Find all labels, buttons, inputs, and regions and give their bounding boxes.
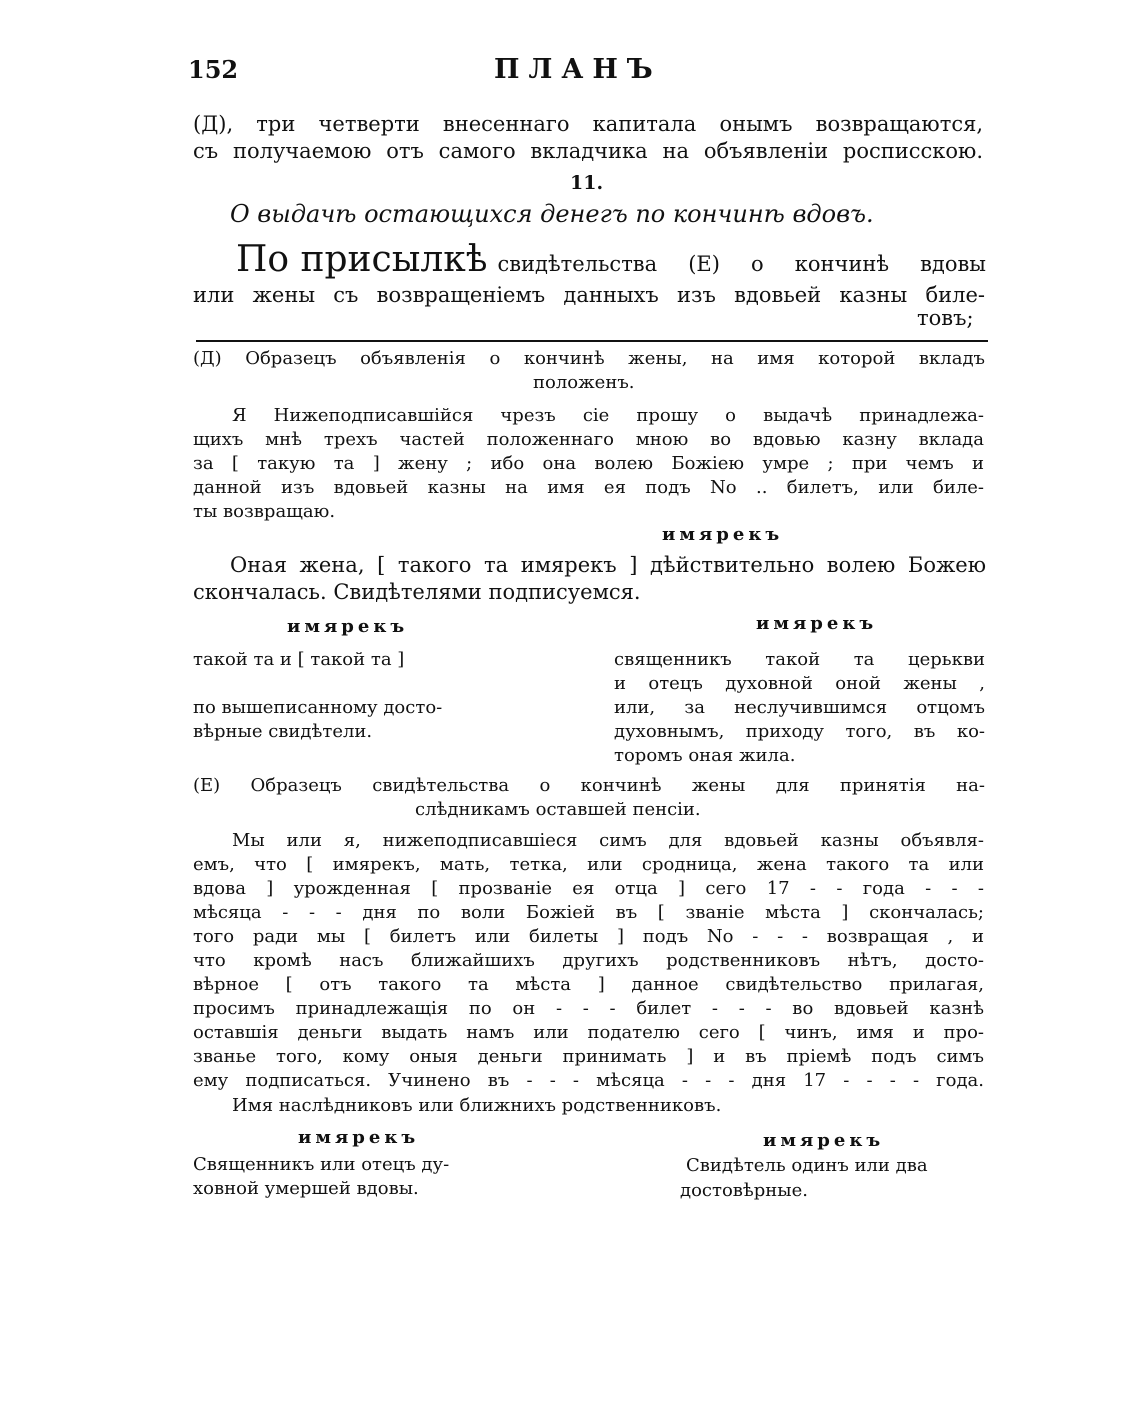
paragraph-lead-word: По присылкѣ bbox=[236, 239, 488, 280]
note-d-body-3: за [ такую та ] жену ; ибо она волею Божіею умре ; при чемъ и bbox=[193, 453, 984, 474]
running-head: ПЛАНЪ bbox=[494, 54, 662, 85]
note-e-title-2: слѣдникамъ оставшей пенсіи. bbox=[415, 799, 701, 820]
paragraph-line-1-rest: свидѣтельства (Е) о кончинѣ вдовы bbox=[497, 252, 986, 276]
final-left-line-2: ховной умершей вдовы. bbox=[193, 1178, 419, 1199]
col-right-line-5: торомъ оная жила. bbox=[614, 745, 796, 766]
footnote-divider bbox=[196, 340, 988, 342]
note-d-title-2: положенъ. bbox=[533, 372, 635, 393]
heirs-line: Имя наслѣдниковъ или ближнихъ родственниковъ. bbox=[232, 1095, 722, 1116]
note-e-body-8: просимъ принадлежащія по он - - - билет - - - во вдовьей казнѣ bbox=[193, 998, 984, 1019]
note-d-body-4: данной изъ вдовьей казны на имя ея подъ No .. билетъ, или биле- bbox=[193, 477, 984, 498]
note-e-body-2: емъ, что [ имярекъ, мать, тетка, или сродница, жена такого та или bbox=[193, 854, 984, 875]
col-right-line-1: священникъ такой та церькви bbox=[614, 649, 985, 670]
note-e-body-4: мѣсяца - - - дня по воли Божіей въ [ званіе мѣста ] скончалась; bbox=[193, 902, 984, 923]
top-line-2: съ получаемою отъ самого вкладчика на объявленіи росписскою. bbox=[193, 139, 983, 163]
signature-d: имярекъ bbox=[662, 524, 784, 545]
top-line-1: (Д), три четверти внесеннаго капитала онымъ возвращаются, bbox=[193, 112, 983, 136]
note-e-body-1: Мы или я, нижеподписавшіеся симъ для вдовьей казны объявля- bbox=[232, 830, 984, 851]
col-right-line-4: духовнымъ, приходу того, въ ко- bbox=[614, 721, 985, 742]
note-d-body-2: щихъ мнѣ трехъ частей положеннаго мною во вдовью казну вклада bbox=[193, 429, 984, 450]
note-e-title-1: (Е) Образецъ свидѣтельства о кончинѣ жены для принятія на- bbox=[193, 775, 985, 796]
col-left-line-4: вѣрные свидѣтели. bbox=[193, 721, 373, 742]
section-title: О выдачѣ остающихся денегъ по кончинѣ вдовъ. bbox=[230, 200, 874, 228]
col-left-line-3: по вышеписанному досто- bbox=[193, 697, 443, 718]
note-e-body-10: званье того, кому оныя деньги принимать ] и въ пріемѣ подъ симъ bbox=[193, 1046, 984, 1067]
final-left-signature: имярекъ bbox=[298, 1127, 420, 1148]
paragraph-line-3: товъ; bbox=[917, 306, 974, 330]
final-right-line-2: достовѣрные. bbox=[680, 1180, 809, 1201]
witness-line-1: Оная жена, [ такого та имярекъ ] дѣйствительно волею Божею bbox=[230, 553, 986, 577]
note-d-title-1: (Д) Образецъ объявленія о кончинѣ жены, на имя которой вкладъ bbox=[193, 348, 985, 369]
col-left-line-1: такой та и [ такой та ] bbox=[193, 649, 405, 670]
final-right-signature: имярекъ bbox=[763, 1130, 885, 1151]
paragraph-line-2: или жены съ возвращеніемъ данныхъ изъ вдовьей казны биле- bbox=[193, 283, 985, 307]
col-left-signature: имярекъ bbox=[287, 616, 409, 637]
paragraph-line-1 bbox=[236, 239, 986, 280]
final-right-line-1: Свидѣтель одинъ или два bbox=[686, 1155, 928, 1176]
section-number: 11. bbox=[570, 172, 604, 194]
note-e-body-9: оставшія деньги выдать намъ или подателю сего [ чинъ, имя и про- bbox=[193, 1022, 984, 1043]
note-e-body-6: что кромѣ насъ ближайшихъ другихъ родственниковъ нѣтъ, досто- bbox=[193, 950, 984, 971]
col-right-line-3: или, за неслучившимся отцомъ bbox=[614, 697, 985, 718]
col-right-line-2: и отецъ духовной оной жены , bbox=[614, 673, 985, 694]
final-left-line-1: Священникъ или отецъ ду- bbox=[193, 1154, 450, 1175]
page-number: 152 bbox=[188, 55, 239, 84]
note-e-body-11: ему подписаться. Учинено въ - - - мѣсяца - - - дня 17 - - - - года. bbox=[193, 1070, 984, 1091]
col-right-signature: имярекъ bbox=[756, 613, 878, 634]
note-d-body-1: Я Нижеподписавшійся чрезъ сіе прошу о выдачѣ принадлежа- bbox=[232, 405, 984, 426]
witness-line-2: скончалась. Свидѣтелями подписуемся. bbox=[193, 580, 641, 604]
note-d-body-5: ты возвращаю. bbox=[193, 501, 336, 522]
note-e-body-3: вдова ] урожденная [ прозваніе ея отца ] сего 17 - - года - - - bbox=[193, 878, 984, 899]
note-e-body-5: того ради мы [ билетъ или билеты ] подъ No - - - возвращая , и bbox=[193, 926, 984, 947]
note-e-body-7: вѣрное [ отъ такого та мѣста ] данное свидѣтельство прилагая, bbox=[193, 974, 984, 995]
